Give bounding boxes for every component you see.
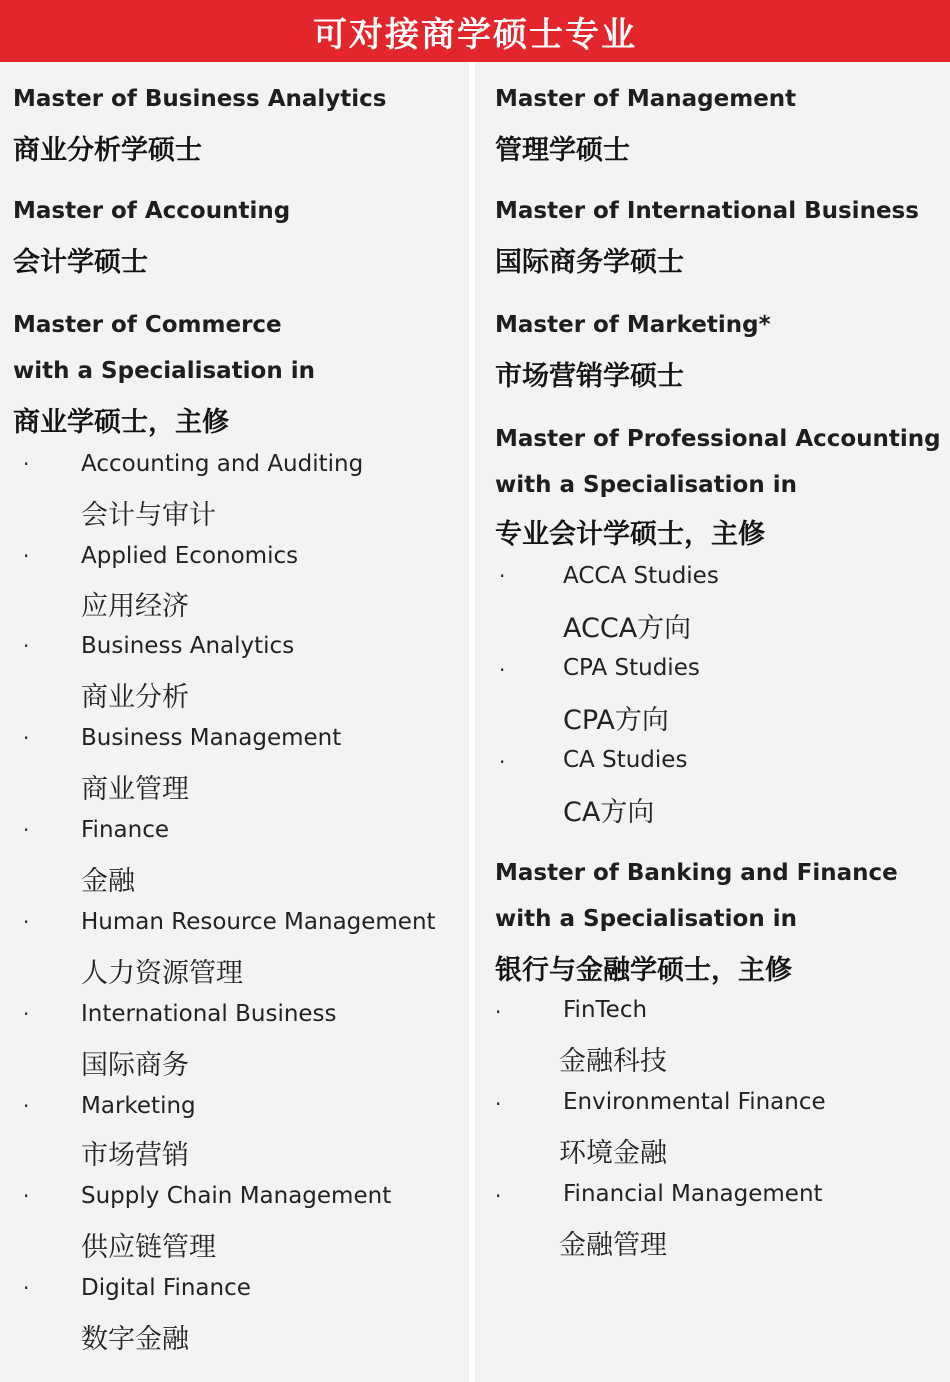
program-title-zh: 商业分析学硕士 (13, 135, 202, 166)
program-title-en: Master of Commerce (13, 312, 282, 338)
specialisation-en: Business Analytics (81, 633, 295, 659)
program-subtitle-en: with a Specialisation in (13, 358, 315, 384)
program-subtitle-en: with a Specialisation in (495, 472, 797, 498)
program-title-en: Master of Professional Accounting (495, 426, 941, 452)
bullet: · (23, 544, 30, 568)
bullet: · (499, 658, 506, 682)
program-title-zh: 管理学硕士 (495, 135, 630, 166)
program-subtitle-en: with a Specialisation in (495, 906, 797, 932)
specialisation-en: ACCA Studies (563, 563, 719, 589)
bullet: · (495, 1184, 502, 1208)
specialisation-en: Applied Economics (81, 543, 299, 569)
bullet: · (23, 1184, 30, 1208)
specialisation-en: International Business (81, 1001, 337, 1027)
bullet: · (23, 1094, 30, 1118)
program-title-en: Master of International Business (495, 198, 919, 224)
bullet: · (23, 634, 30, 658)
program-title-en: Master of Marketing* (495, 312, 771, 338)
specialisation-zh: 数字金融 (81, 1324, 189, 1355)
program-title-zh: 国际商务学硕士 (495, 247, 684, 278)
program-title-en: Master of Banking and Finance (495, 860, 898, 886)
specialisation-zh: 环境金融 (559, 1138, 667, 1169)
specialisation-zh: 应用经济 (81, 591, 189, 622)
specialisation-zh: CA方向 (563, 797, 655, 828)
program-title-zh: 专业会计学硕士，主修 (495, 519, 765, 550)
bullet: · (23, 1002, 30, 1026)
bullet: · (23, 818, 30, 842)
specialisation-en: Marketing (81, 1093, 196, 1119)
specialisation-zh: 金融科技 (559, 1046, 667, 1077)
column-divider (469, 62, 475, 1382)
bullet: · (23, 910, 30, 934)
specialisation-en: Digital Finance (81, 1275, 251, 1301)
program-title-zh: 市场营销学硕士 (495, 361, 684, 392)
program-title-zh: 会计学硕士 (13, 247, 148, 278)
bullet: · (23, 726, 30, 750)
specialisation-zh: 金融管理 (559, 1230, 667, 1261)
specialisation-zh: 商业分析 (81, 682, 189, 713)
specialisation-zh: 国际商务 (81, 1050, 189, 1081)
specialisation-zh: 市场营销 (81, 1140, 189, 1171)
specialisation-en: Human Resource Management (81, 909, 436, 935)
specialisation-en: Financial Management (563, 1181, 823, 1207)
bullet: · (23, 452, 30, 476)
specialisation-en: Supply Chain Management (81, 1183, 392, 1209)
program-title-en: Master of Accounting (13, 198, 291, 224)
bullet: · (23, 1276, 30, 1300)
bullet: · (495, 1000, 502, 1024)
specialisation-zh: ACCA方向 (563, 613, 692, 644)
bullet: · (499, 750, 506, 774)
specialisation-en: CPA Studies (563, 655, 700, 681)
specialisation-zh: 会计与审计 (81, 500, 216, 531)
program-title-en: Master of Management (495, 86, 797, 112)
specialisation-zh: 供应链管理 (81, 1232, 216, 1263)
page-title: 可对接商学硕士专业 (313, 14, 637, 55)
specialisation-en: Environmental Finance (563, 1089, 826, 1115)
specialisation-en: Business Management (81, 725, 342, 751)
program-title-zh: 银行与金融学硕士，主修 (495, 955, 792, 986)
bullet: · (495, 1092, 502, 1116)
specialisation-en: FinTech (563, 997, 648, 1023)
specialisation-zh: 金融 (81, 866, 135, 897)
header-banner (0, 0, 950, 62)
specialisation-en: Accounting and Auditing (81, 451, 364, 477)
specialisation-en: CA Studies (563, 747, 688, 773)
program-title-zh: 商业学硕士，主修 (13, 407, 229, 438)
specialisation-zh: 商业管理 (81, 774, 189, 805)
program-title-en: Master of Business Analytics (13, 86, 387, 112)
specialisation-zh: 人力资源管理 (81, 958, 243, 989)
specialisation-zh: CPA方向 (563, 705, 669, 736)
specialisation-en: Finance (81, 817, 169, 843)
bullet: · (499, 564, 506, 588)
